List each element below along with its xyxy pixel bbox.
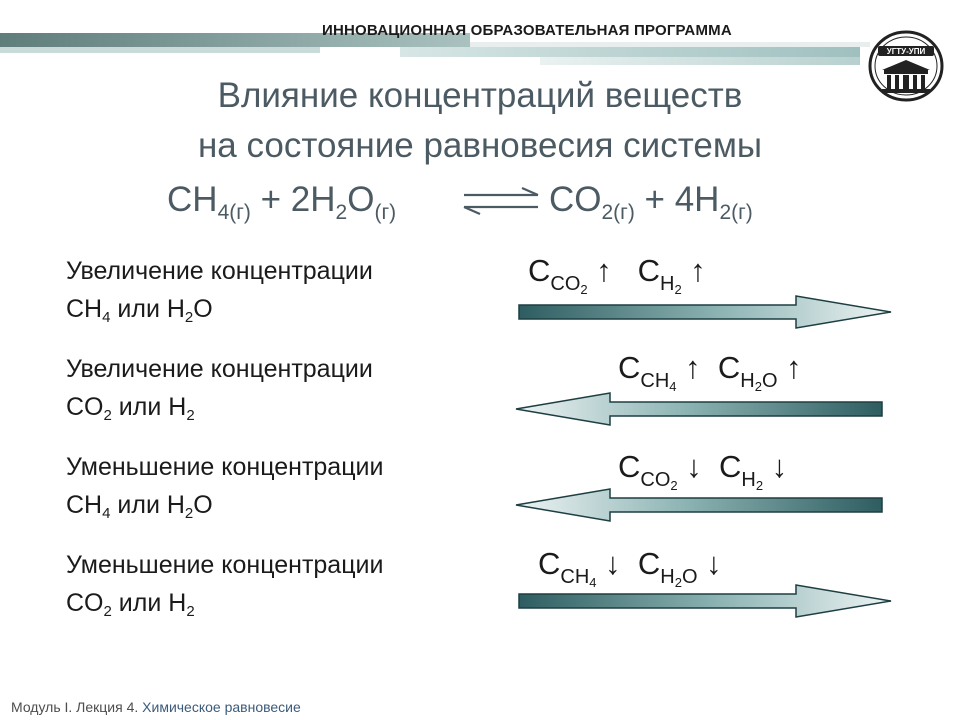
equation-products: $CO_{2(г)} + 4H_{2(г)}$	[549, 180, 753, 224]
concentration-change: $C_{CO_2}$ ↓ $C_{H_2}$ ↓	[618, 449, 788, 493]
down-arrow-icon: ↓	[686, 449, 702, 484]
footer-topic: Химическое равновесие	[142, 699, 301, 715]
logo-label: УГТУ-УПИ	[886, 47, 926, 56]
down-arrow-icon: ↓	[706, 546, 722, 581]
header-stripe	[400, 47, 860, 57]
slide-title-line2: на состояние равновесия системы	[197, 126, 763, 165]
concentration-change: $C_{CO_2}$ ↑ $C_{H_2}$ ↑	[528, 253, 706, 297]
shift-right-arrow-icon	[518, 294, 894, 330]
up-arrow-icon: ↑	[685, 350, 701, 385]
header-stripe	[540, 57, 860, 65]
concentration-change: $C_{CH_4}$ ↓ $C_{H_2O}$ ↓	[538, 546, 722, 590]
equilibrium-arrows-icon	[460, 186, 542, 216]
footer-module: Модуль I. Лекция 4.	[11, 699, 143, 715]
equation-reactants: $CH_{4(г)} + 2H_2O_{(г)}$	[167, 180, 397, 224]
up-arrow-icon: ↑	[596, 253, 612, 288]
row-label: Увеличение концентрации $CH_4$ или $H_2O$	[66, 257, 373, 326]
footer	[11, 699, 301, 715]
row-label: Увеличение концентрации $CO_2$ или $H_2$	[66, 355, 373, 424]
program-title: ИННОВАЦИОННАЯ ОБРАЗОВАТЕЛЬНАЯ ПРОГРАММА	[322, 22, 732, 39]
down-arrow-icon: ↓	[771, 449, 788, 484]
header-stripe	[0, 47, 320, 53]
down-arrow-icon: ↓	[605, 546, 621, 581]
slide-title-line1: Влияние концентраций веществ	[217, 76, 743, 115]
up-arrow-icon: ↑	[690, 253, 706, 288]
shift-left-arrow-icon	[514, 391, 884, 427]
shift-right-arrow-icon	[518, 583, 894, 619]
concentration-change: $C_{CH_4}$ ↑ $C_{H_2O}$ ↑	[618, 350, 802, 394]
shift-left-arrow-icon	[514, 487, 884, 523]
row-label: Уменьшение концентрации $CH_4$ или $H_2O$	[66, 453, 384, 522]
up-arrow-icon: ↑	[786, 350, 802, 385]
row-label: Уменьшение концентрации $CO_2$ или $H_2$	[66, 551, 384, 620]
